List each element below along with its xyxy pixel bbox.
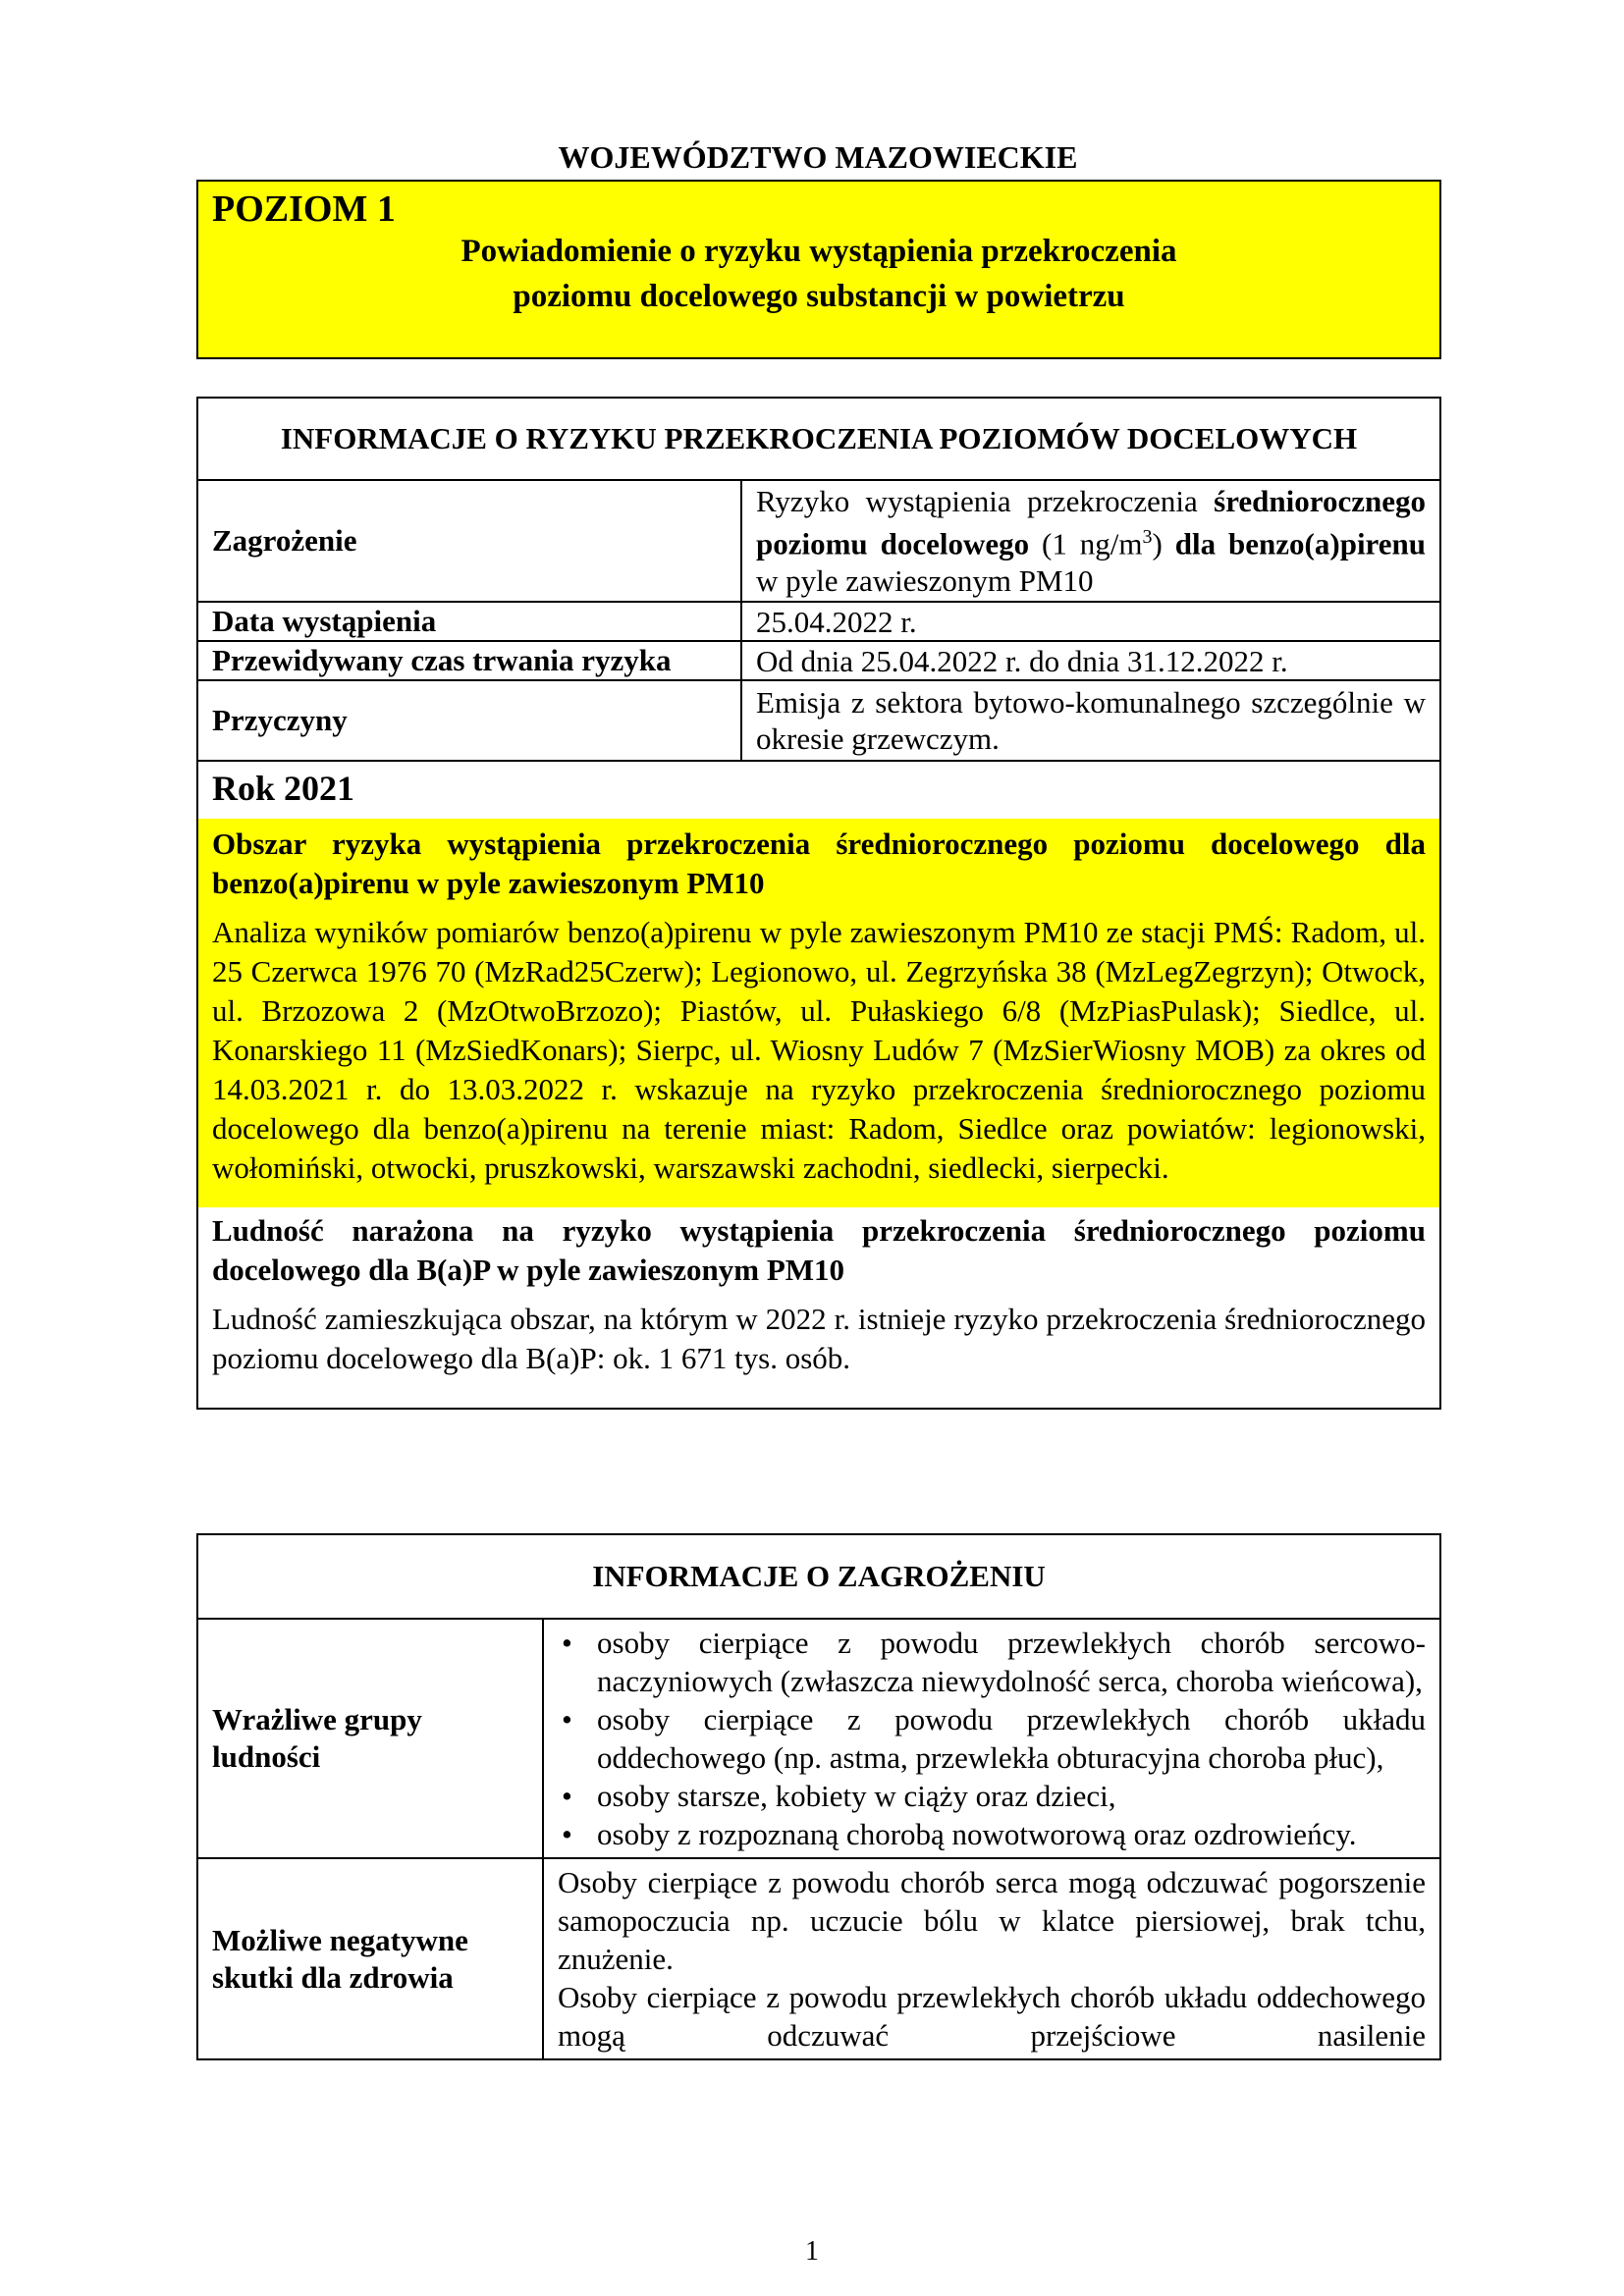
voivodeship-title: WOJEWÓDZTWO MAZOWIECKIE [558,139,1078,175]
level-banner [196,180,1441,359]
sensitive-groups-list [558,1624,1426,1853]
population-text: Ludność zamieszkująca obszar, na którym w 2022 r. istnieje ryzyko przekroczenia średniorocznego poziomu docelowego dla B(a)P: ok. 1 671 tys. osób. [212,1302,1426,1375]
date-value: 25.04.2022 r. [741,602,1440,641]
date-label: Data wystąpienia [197,602,741,641]
level-label: POZIOM 1 [212,188,396,230]
list-item: • osoby cierpiące z powodu przewlekłych chorób układu oddechowego (np. astma, przewlekła obturacyjna choroba płuc), [597,1700,1426,1777]
causes-value: Emisja z sektora bytowo-komunalnego szczególnie w okresie grzewczym. [741,680,1440,761]
risk-details-block [197,761,1440,1409]
health-effects-text-2: Osoby cierpiące z powodu przewlekłych chorób układu oddechowego mogą odczuwać przejściowe nasilenie [558,1980,1426,2053]
population-heading: Ludność narażona na ryzyko wystąpienia przekroczenia średniorocznego poziomu docelowego dla B(a)P w pyle zawieszonym PM10 [212,1213,1426,1287]
sensitive-groups-label: Wrażliwe grupy ludności [197,1619,543,1858]
health-effects-value [543,1858,1440,2059]
risk-area-heading: Obszar ryzyka wystąpienia przekroczenia średniorocznego poziomu docelowego dla benzo(a)pirenu w pyle zawieszonym PM10 [212,827,1426,900]
threat-value: Ryzyko wystąpienia przekroczenia średniorocznego poziomu docelowego (1 $ng/m^3$) dla benzo(a)pirenu w pyle zawieszonym PM10 [741,480,1440,602]
risk-area-text: Analiza wyników pomiarów benzo(a)pirenu w pyle zawieszonym PM10 ze stacji PMŚ: Radom, ul. 25 Czerwca 1976 70 (MzRad25Czerw); Legionowo, ul. Zegrzyńska 38 (MzLegZegrzyn); Otwock, ul. Brzozowa 2 (MzOtwoBrzozo); Piastów, ul. Pułaskiego 6/8 (MzPiasPulask); Siedlce, ul. Konarskiego 11 (MzSiedKonars); Sierpc, ul. Wiosny Ludów 7 (MzSierWiosny MOB) za okres od 14.03.2021 r. do 13.03.2022 r. wskazuje na ryzyko przekroczenia średniorocznego poziomu docelowego dla benzo(a)pirenu na terenie miast: Radom, Siedlce oraz powiatów: legionowski, wołomiński, otwocki, pruszkowski, warszawski zachodni, siedlecki, sierpecki. [212,915,1426,1185]
causes-label: Przyczyny [197,680,741,761]
threat-info-table [196,1533,1441,2060]
risk-area-section [198,819,1439,1207]
page-number: 1 [805,2236,819,2267]
health-effects-text-1: Osoby cierpiące z powodu chorób serca mogą odczuwać pogorszenie samopoczucia np. uczucie bólu w klatce piersiowej, brak tchu, znużenie. [558,1865,1426,1976]
notification-title-line1: Powiadomienie o ryzyku wystąpienia przekroczenia [460,234,1177,269]
health-effects-label: Możliwe negatywne skutki dla zdrowia [197,1858,543,2059]
year-label: Rok 2021 [212,769,355,808]
duration-label: Przewidywany czas trwania ryzyka [197,641,741,680]
risk-table-heading: INFORMACJE O RYZYKU PRZEKROCZENIA POZIOMÓW DOCELOWYCH [197,398,1440,480]
list-item: • osoby starsze, kobiety w ciąży oraz dzieci, [597,1777,1426,1815]
notification-title-line2: poziomu docelowego substancji w powietrzu [513,279,1125,314]
list-item: • osoby z rozpoznaną chorobą nowotworową oraz ozdrowieńcy. [597,1815,1426,1853]
population-section [198,1207,1439,1408]
sensitive-groups-value [543,1619,1440,1858]
notification-title [198,229,1439,319]
threat-label: Zagrożenie [197,480,741,602]
risk-info-table [196,397,1441,1410]
duration-value: Od dnia 25.04.2022 r. do dnia 31.12.2022 r. [741,641,1440,680]
list-item: • osoby cierpiące z powodu przewlekłych chorób sercowo-naczyniowych (zwłaszcza niewydolność serca, choroba wieńcowa), [597,1624,1426,1700]
threat-table-heading: INFORMACJE O ZAGROŻENIU [197,1534,1440,1619]
